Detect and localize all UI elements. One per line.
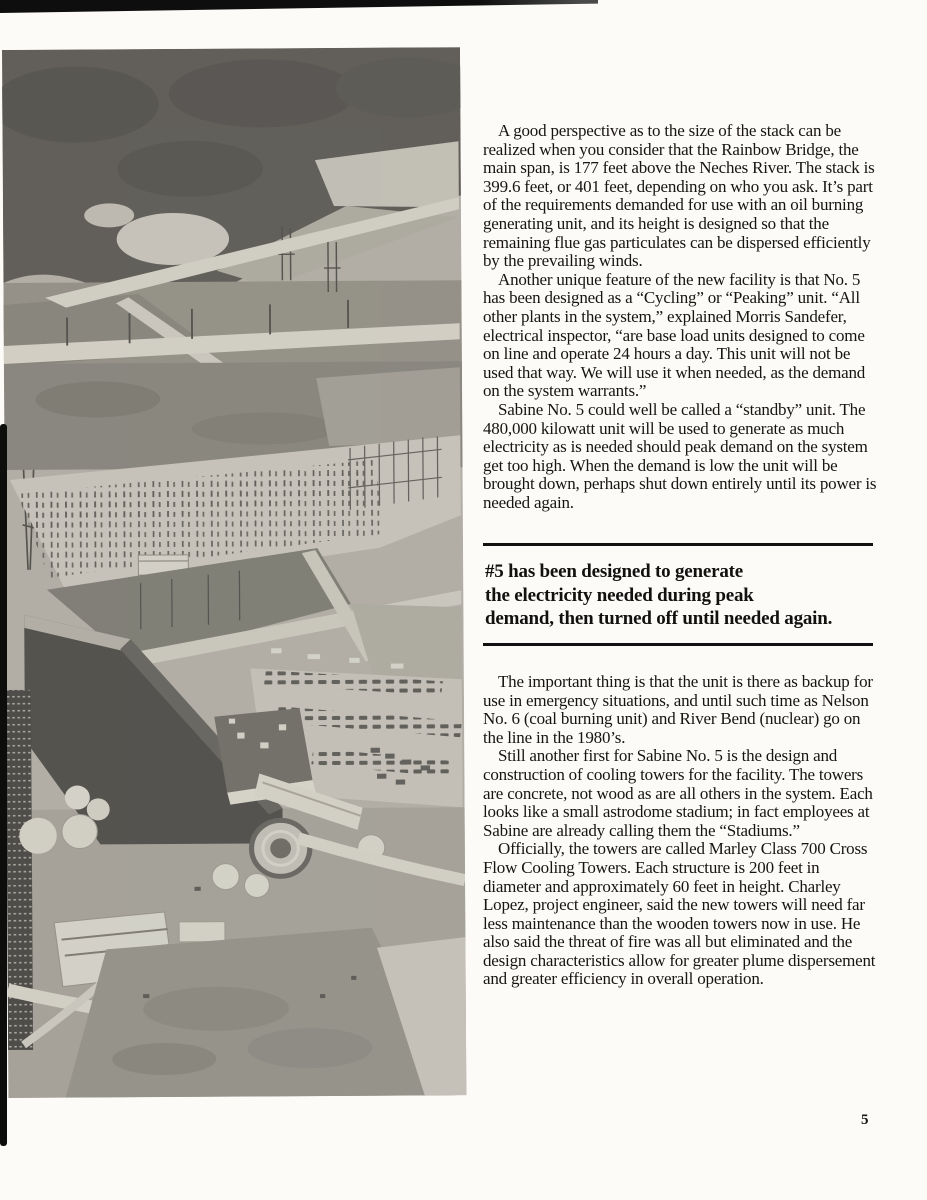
article-continuation — [483, 673, 877, 989]
article-paragraph: A good perspective as to the size of the stack can be realized when you consider that the Rainbow Bridge, the main span, is 177 feet above the Neches River. The stack is 399.6 feet, or 401 feet, depending on who you ask. It’s part of the requirements demanded for use with an oil burning generating unit, and its height is designed so that the remaining flue gas particulates can be dispersed efficiently by the prevailing winds. — [483, 121, 875, 271]
aerial-photo-power-plant-construction — [2, 47, 466, 1098]
pull-quote-section — [483, 543, 877, 646]
pull-quote-line: the electricity needed during peak — [485, 584, 754, 606]
article-paragraph: Still another first for Sabine No. 5 is the design and construction of cooling towers for the facility. The towers are concrete, not wood as are all others in the system. Each looks like a small astrodome stadium; in fact employees at Sabine are already calling them the “Stadiums.” — [483, 746, 873, 840]
article-paragraph: Sabine No. 5 could well be called a “standby” unit. The 480,000 kilowatt unit will be used to generate as much electricity as is needed should peak demand on the system get too high. When the demand is low the unit will be brought down, perhaps shut down entirely until its power is needed again. — [483, 399, 877, 512]
pull-quote — [483, 546, 877, 643]
page-number: 5 — [861, 1112, 869, 1128]
article-paragraph: The important thing is that the unit is there as backup for use in emergency situations, and until such time as Nelson No. 6 (coal burning unit) and River Bend (nuclear) go on the line in the 1980’s. — [483, 671, 873, 747]
scan-top-edge-bar — [0, 0, 598, 13]
article-paragraph: Another unique feature of the new facility is that No. 5 has been designed as a “Cycling” or “Peaking” unit. “All other plants in the system,” explained Morris Sandefer, electrical inspector, “are base load units designed to come on line and operate 24 hours a day. This unit will not be used that way. We will use it when needed, as the demand on the system warrants.” — [483, 269, 866, 401]
article-column — [483, 122, 877, 989]
pull-quote-rule-bottom — [483, 643, 873, 646]
scan-left-edge-strip — [0, 424, 7, 1146]
aerial-photo-graphic — [2, 47, 466, 1098]
pull-quote-line: #5 has been designed to generate — [485, 561, 744, 583]
pull-quote-line: demand, then turned off until needed again. — [485, 608, 833, 630]
article-paragraph: Officially, the towers are called Marley Class 700 Cross Flow Cooling Towers. Each structure is 200 feet in diameter and approximately 60 feet in height. Charley Lopez, project engineer, said the new towers will need far less maintenance than the wooden towers now in use. He also said the threat of fire was all but eliminated and the design characteristics allow for greater plume dispersement and greater efficiency in overall operation. — [483, 839, 876, 989]
